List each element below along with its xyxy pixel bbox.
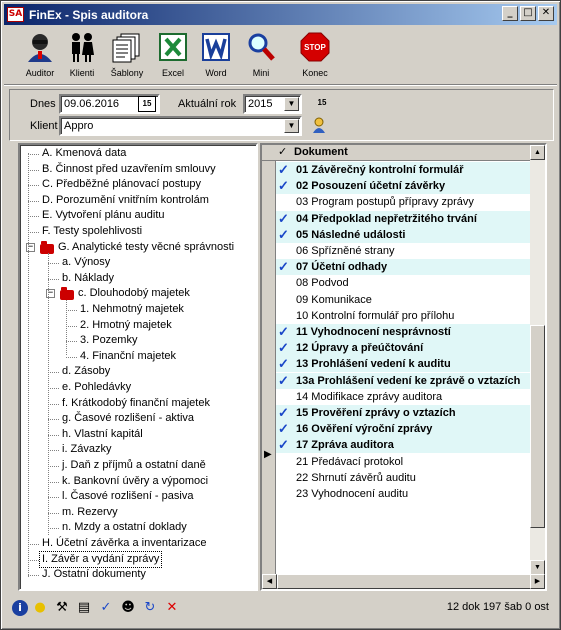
table-row[interactable] — [276, 356, 532, 372]
client-select[interactable] — [59, 116, 302, 136]
tree-collapse-toggle[interactable]: − — [27, 241, 34, 252]
main-toolbar — [4, 27, 557, 85]
tree-connector — [28, 153, 29, 577]
document-name: 12 Úpravy a přeúčtování — [296, 342, 424, 355]
document-name: 10 Kontrolní formulář pro přílohu — [296, 309, 455, 322]
table-row[interactable] — [276, 162, 532, 178]
window-title: FinEx - Spis auditora — [29, 7, 149, 22]
grid-header[interactable] — [262, 145, 532, 161]
tree-item[interactable]: n. Mzdy a ostatní doklady — [62, 521, 187, 534]
tree-item[interactable]: B. Činnost před uzavřením smlouvy — [42, 162, 216, 175]
header-check-column[interactable]: ✓ — [278, 146, 288, 158]
maximize-button[interactable]: □ — [520, 6, 536, 21]
table-row[interactable] — [276, 243, 532, 259]
chevron-down-icon[interactable]: ▼ — [284, 119, 299, 133]
folder-open-icon — [40, 244, 54, 254]
minimize-button[interactable]: _ — [502, 6, 518, 21]
toolbar-label: Excel — [161, 68, 184, 78]
client-info-icon[interactable] — [311, 117, 327, 133]
close-button[interactable]: ✕ — [538, 6, 554, 21]
table-row[interactable] — [276, 308, 532, 324]
vertical-scrollbar[interactable] — [530, 145, 545, 575]
table-row[interactable] — [276, 324, 532, 340]
tree-connector — [28, 201, 39, 202]
table-row[interactable] — [276, 421, 532, 437]
tree-connector — [28, 185, 39, 186]
table-row[interactable] — [276, 389, 532, 405]
checkmark-icon[interactable]: ✓ — [278, 421, 289, 437]
tree-connector — [48, 528, 59, 529]
clients-icon — [66, 31, 98, 63]
toolbar-label: Mini — [252, 68, 270, 78]
table-row[interactable] — [276, 470, 532, 486]
tree-item[interactable]: f. Krátkodobý finanční majetek — [62, 396, 210, 409]
scroll-up-button[interactable]: ▲ — [530, 145, 545, 160]
document-name: 07 Účetní odhady — [296, 261, 388, 274]
toolbar-label: Auditor — [25, 68, 55, 78]
checkmark-icon[interactable]: ✓ — [278, 162, 289, 177]
tree-item[interactable]: b. Náklady — [62, 271, 114, 284]
tree-connector — [48, 466, 59, 467]
tree-item[interactable]: H. Účetní závěrka a inventarizace — [42, 537, 207, 549]
document-name: 16 Ověření výroční zprávy — [296, 423, 433, 436]
check-icon[interactable]: ✓ — [100, 600, 112, 615]
tree-item[interactable]: k. Bankovní úvěry a výpomoci — [62, 474, 209, 487]
client-value: Appro — [64, 120, 94, 132]
tree-connector — [48, 497, 59, 498]
document-name: 15 Prověření zprávy o vztazích — [296, 407, 456, 419]
tree-connector — [66, 310, 77, 311]
table-row[interactable] — [276, 405, 532, 421]
tree-item[interactable]: I. Závěr a vydání zprávy — [42, 552, 160, 565]
tree-item[interactable]: F. Testy spolehlivosti — [42, 225, 143, 237]
parameters-panel — [9, 89, 554, 141]
tree-connector — [66, 341, 77, 342]
document-name: 08 Podvod — [296, 277, 349, 290]
table-row[interactable] — [276, 373, 532, 389]
year-calendar-button[interactable]: 15 — [317, 98, 327, 107]
templates-icon — [111, 31, 143, 63]
document-name: 11 Vyhodnocení nesprávností — [296, 326, 451, 338]
tree-item[interactable]: C. Předběžné plánovací postupy — [42, 178, 201, 191]
tree-connector — [28, 544, 39, 545]
document-name: 06 Spřízněné strany — [296, 245, 395, 257]
scroll-right-button[interactable]: ▶ — [530, 574, 545, 589]
document-name: 22 Shrnutí závěrů auditu — [296, 471, 416, 484]
toolbar-label: Word — [205, 68, 227, 78]
notes-icon[interactable]: ▤ — [77, 600, 91, 615]
row-indicator-column — [262, 161, 276, 591]
table-row[interactable] — [276, 178, 532, 194]
year-select[interactable] — [243, 94, 302, 114]
bulb-icon[interactable]: ● — [34, 600, 46, 615]
tree-connector — [48, 404, 59, 405]
document-name: 02 Posouzení účetní závěrky — [296, 180, 446, 193]
tree-connector — [48, 263, 59, 264]
folder-open-icon — [60, 290, 74, 300]
document-name: 13a Prohlášení vedení ke zprávě o vztazích — [296, 374, 521, 387]
svg-text:STOP: STOP — [304, 43, 326, 52]
table-row[interactable] — [276, 194, 532, 210]
tree-item[interactable]: 1. Nehmotný majetek — [80, 303, 184, 315]
toolbar-exit-button[interactable] — [293, 29, 337, 84]
tree-item[interactable]: d. Zásoby — [62, 365, 111, 378]
document-name: 04 Předpoklad nepřetržitého trvání — [296, 212, 477, 225]
people-icon[interactable]: ☻ — [121, 600, 135, 615]
delete-icon[interactable]: ✕ — [166, 600, 178, 615]
document-name: 03 Program postupů přípravy zprávy — [296, 196, 474, 209]
tree-connector — [48, 419, 59, 420]
scroll-thumb[interactable] — [530, 325, 545, 528]
title-bar[interactable] — [4, 4, 557, 25]
toolbar-mini-button[interactable] — [239, 29, 283, 84]
h-scroll-thumb[interactable] — [277, 574, 532, 589]
tree-connector — [48, 279, 59, 280]
client-label: Klient — [30, 120, 58, 132]
tree-item[interactable]: a. Výnosy — [62, 256, 111, 269]
document-name: 09 Komunikace — [296, 293, 372, 306]
tree-connector — [28, 154, 39, 155]
refresh-icon[interactable]: ↻ — [144, 600, 156, 615]
tree-item[interactable]: e. Pohledávky — [62, 381, 132, 393]
checkmark-icon[interactable]: ✓ — [278, 226, 289, 242]
table-row[interactable] — [276, 227, 532, 243]
toolbar-label: Šablony — [110, 68, 144, 78]
magnifier-icon — [245, 31, 277, 63]
tree-item[interactable]: j. Daň z příjmů a ostatní daně — [62, 459, 206, 471]
checkmark-icon[interactable]: ✓ — [278, 340, 289, 356]
tree-connector — [66, 326, 77, 327]
tree-connector — [48, 482, 59, 483]
horizontal-scrollbar[interactable] — [262, 574, 545, 589]
document-name: 23 Vyhodnocení auditu — [296, 488, 409, 500]
app-icon: SA — [7, 7, 24, 22]
document-name: 17 Zpráva auditora — [296, 439, 394, 452]
auditor-icon — [24, 31, 56, 63]
checkmark-icon[interactable]: ✓ — [278, 178, 289, 194]
table-row[interactable] — [276, 454, 532, 470]
toolbar-templates-button[interactable] — [105, 29, 149, 84]
table-row[interactable] — [276, 211, 532, 227]
document-name: 01 Závěrečný kontrolní formulář — [296, 164, 464, 176]
table-row[interactable] — [276, 340, 532, 356]
toolbar-auditor-button[interactable] — [18, 29, 62, 84]
tree-collapse-toggle[interactable]: − — [47, 288, 54, 299]
header-document-column[interactable]: Dokument — [294, 146, 348, 158]
status-bar — [4, 595, 557, 623]
tree-item[interactable]: l. Časové rozlišení - pasiva — [62, 490, 194, 503]
tree-connector — [28, 232, 39, 233]
chevron-down-icon[interactable]: ▼ — [284, 97, 299, 111]
tree-connector — [48, 388, 59, 389]
checkmark-icon[interactable]: ✓ — [278, 437, 289, 453]
toolbar-excel-button[interactable] — [151, 29, 195, 84]
tree-item[interactable]: 3. Pozemky — [80, 334, 138, 347]
tree-connector — [28, 575, 39, 576]
table-row[interactable] — [276, 292, 532, 308]
tree-item[interactable]: A. Kmenová data — [42, 147, 127, 159]
excel-icon — [157, 31, 189, 63]
document-name: 21 Předávací protokol — [296, 455, 404, 468]
document-name: 05 Následné události — [296, 228, 406, 241]
tree-connector — [28, 560, 39, 561]
document-grid[interactable] — [260, 143, 547, 591]
checkmark-icon[interactable]: ✓ — [278, 356, 289, 372]
tree-connector — [48, 253, 49, 535]
table-row[interactable] — [276, 275, 532, 291]
stop-icon — [299, 31, 331, 63]
checkmark-icon[interactable]: ✓ — [278, 405, 289, 420]
tree-connector — [66, 357, 77, 358]
tools-icon[interactable]: ⚒ — [56, 600, 68, 615]
tree-connector — [48, 513, 59, 514]
document-name: 13 Prohlášení vedení k auditu — [296, 358, 451, 371]
table-row[interactable] — [276, 259, 532, 275]
date-value: 09.06.2016 — [64, 98, 120, 110]
toolbar-label: Klienti — [69, 68, 95, 78]
date-field[interactable] — [59, 94, 160, 114]
tree-item[interactable]: D. Porozumění vnitřním kontrolám — [42, 193, 209, 206]
table-row[interactable] — [276, 437, 532, 453]
tree-item[interactable]: J. Ostatní dokumenty — [42, 568, 146, 581]
tree-connector — [28, 170, 39, 171]
date-calendar-button[interactable]: 15 — [138, 96, 156, 112]
year-value: 2015 — [248, 98, 273, 110]
tree-item[interactable]: i. Závazky — [62, 443, 112, 456]
tree-item[interactable]: G. Analytické testy věcné správnosti — [58, 240, 235, 253]
tree-connector — [48, 372, 59, 373]
tree-item[interactable]: c. Dlouhodobý majetek — [78, 287, 190, 300]
tree-connector — [28, 216, 39, 217]
tree-item[interactable]: 4. Finanční majetek — [80, 349, 176, 362]
status-count: 12 dok 197 šab 0 ost — [446, 601, 549, 613]
word-icon — [200, 31, 232, 63]
checkmark-icon[interactable]: ✓ — [278, 210, 289, 226]
tree-connector — [48, 450, 59, 451]
checkmark-icon[interactable]: ✓ — [278, 372, 289, 388]
date-label: Dnes — [30, 98, 56, 110]
tree-item[interactable]: h. Vlastní kapitál — [62, 427, 143, 440]
year-label: Aktuální rok — [178, 98, 237, 110]
tree-item[interactable]: 2. Hmotný majetek — [80, 318, 172, 331]
tree-connector — [66, 300, 67, 355]
checkmark-icon[interactable]: ✓ — [278, 259, 289, 275]
current-row-pointer-icon: ▶ — [264, 449, 272, 460]
tree-connector — [48, 435, 59, 436]
chapter-tree[interactable] — [18, 143, 258, 591]
checkmark-icon[interactable]: ✓ — [278, 324, 289, 339]
scroll-left-button[interactable]: ◀ — [262, 574, 277, 589]
toolbar-label: Konec — [302, 68, 328, 78]
tree-item[interactable]: g. Časové rozlišení - aktiva — [62, 412, 195, 425]
tree-item[interactable]: m. Rezervy — [62, 505, 118, 518]
document-name: 14 Modifikace zprávy auditora — [296, 390, 443, 403]
table-row[interactable] — [276, 486, 532, 502]
scroll-down-button[interactable]: ▼ — [530, 560, 545, 575]
tree-item[interactable]: E. Vytvoření plánu auditu — [42, 209, 165, 222]
toolbar-clients-button[interactable] — [60, 29, 104, 84]
info-icon[interactable]: i — [12, 600, 28, 616]
toolbar-word-button[interactable] — [194, 29, 238, 84]
